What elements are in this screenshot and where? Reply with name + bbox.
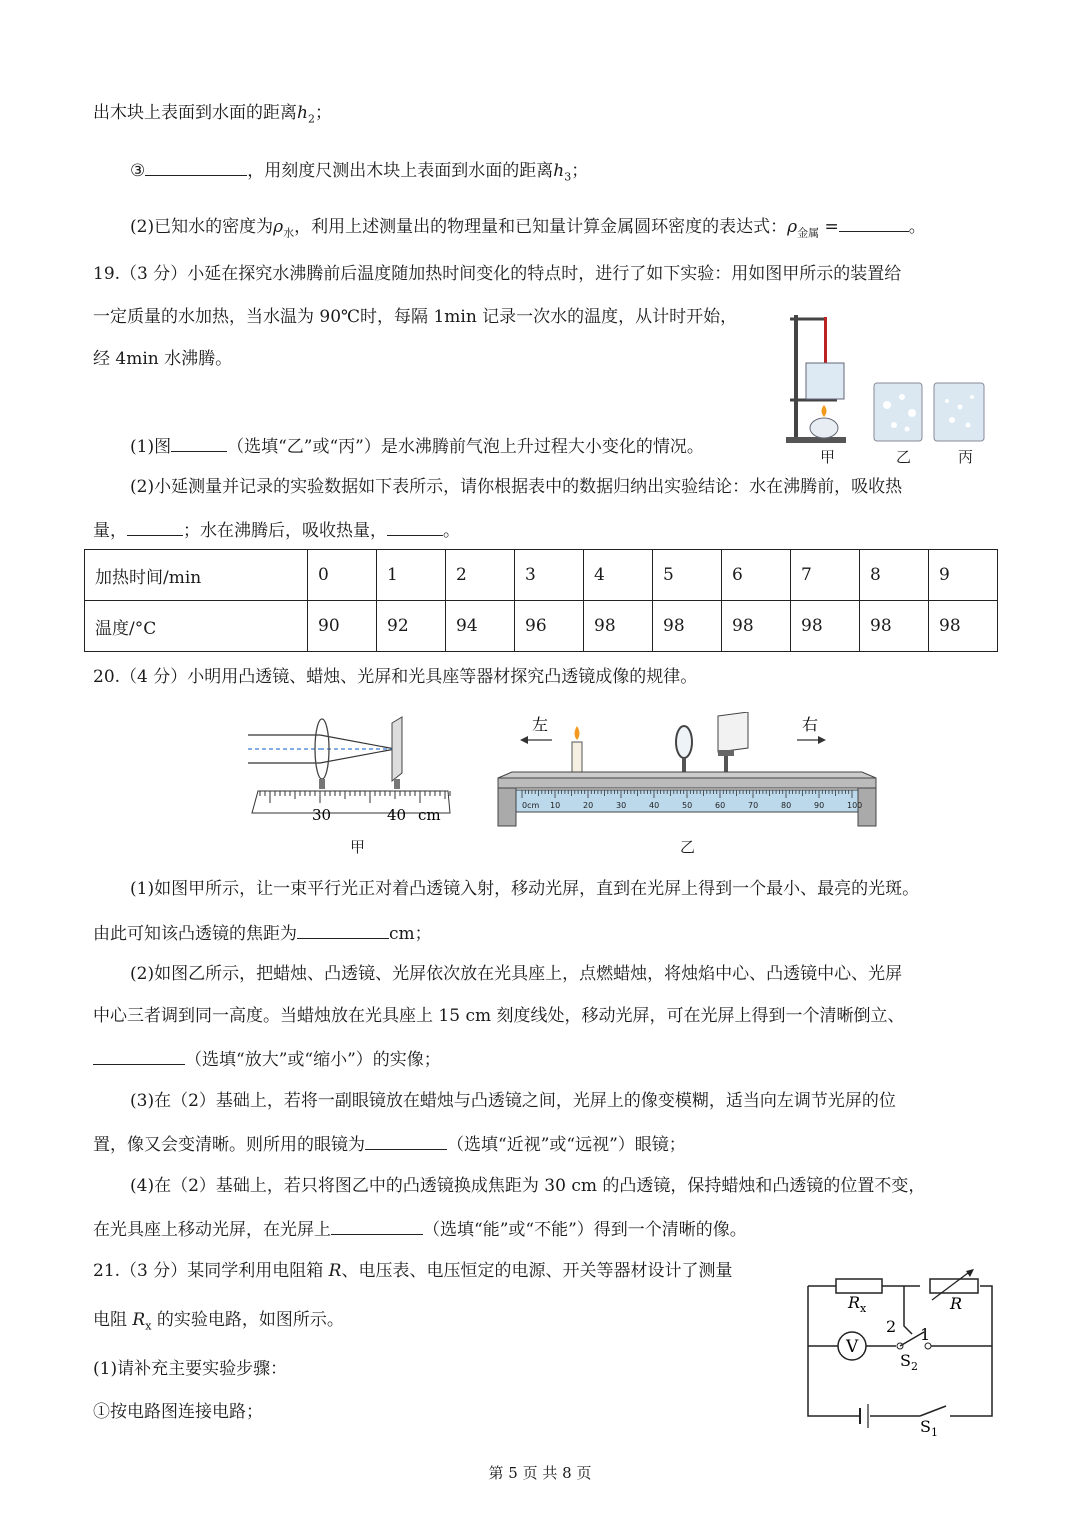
tick-label: 50 [682, 801, 693, 810]
text: 。 [908, 217, 926, 237]
table-cell: 0 [308, 550, 377, 601]
text: 电阻 [93, 1310, 133, 1330]
table-cell: 1 [377, 550, 446, 601]
text: ； [571, 161, 589, 181]
q20-part-1-line-2 [93, 920, 432, 946]
text: = [819, 217, 839, 237]
tick-unit: cm [418, 806, 441, 824]
q19-line-3: 经 4min 水沸腾。 [93, 349, 233, 369]
text: 。 [443, 521, 460, 541]
answer-blank[interactable] [171, 433, 227, 452]
text: ，用刻度尺测出木块上表面到水面的距离 [247, 161, 554, 181]
beaker-bing [934, 383, 984, 441]
table-cell: 90 [308, 601, 377, 652]
light-screen [718, 712, 748, 752]
left-arrow-icon [520, 736, 528, 744]
rx-label: $R_x$ [848, 1293, 867, 1315]
q19-part-1 [130, 433, 704, 459]
r-label: R [950, 1294, 963, 1313]
tick-label: 0cm [522, 801, 540, 810]
rho: ρ [273, 217, 284, 237]
table-header-temp: 温度/°C [85, 601, 308, 652]
table-row [85, 550, 998, 601]
light-screen [392, 717, 402, 781]
table-cell: 5 [653, 550, 722, 601]
text: （选填“乙”或“丙”）是水沸腾前气泡上升过程大小变化的情况。 [227, 437, 704, 457]
tick-label: 30 [312, 806, 332, 824]
voltmeter-label: V [846, 1337, 859, 1357]
table-cell: 98 [791, 601, 860, 652]
tick-label: 40 [387, 806, 407, 824]
lens-focus-figure [240, 715, 460, 830]
refracted-ray [320, 749, 395, 763]
q20-part-4-line-1: (4)在（2）基础上，若只将图乙中的凸透镜换成焦距为 30 cm 的凸透镜，保持蜡烛和凸透镜的位置不变， [130, 1176, 926, 1196]
answer-blank[interactable] [331, 1216, 423, 1235]
q19-line-1: 19.（3 分）小延在探究水沸腾前后温度随加热时间变化的特点时，进行了如下实验：用如图甲所示的装置给 [93, 264, 902, 284]
density-expression-line [130, 213, 926, 245]
stand-base [786, 437, 846, 443]
direction-right-label: 右 [802, 715, 819, 734]
candle-flame-icon [575, 726, 580, 740]
table-cell: 8 [860, 550, 929, 601]
var-h: h [553, 161, 565, 181]
stand-rod [794, 315, 798, 440]
text: ，利用上述测量出的物理量和已知量计算金属圆环密度的表达式： [294, 217, 788, 237]
table-cell: 6 [722, 550, 791, 601]
wire [904, 1286, 912, 1334]
table-cell: 2 [446, 550, 515, 601]
q21-line-2 [93, 1308, 344, 1338]
table-header-time: 加热时间/min [85, 550, 308, 601]
var-R: R [328, 1261, 342, 1281]
q19-line-2: 一定质量的水加热，当水温为 90℃时，每隔 1min 记录一次水的温度，从计时开始， [93, 307, 738, 327]
text: （选填“近视”或“远视”）眼镜； [447, 1135, 686, 1155]
fig-label-bing: 丙 [958, 448, 974, 466]
answer-blank[interactable] [127, 517, 183, 536]
beaker [806, 363, 844, 399]
circuit-diagram [800, 1268, 1000, 1438]
table-row [85, 601, 998, 652]
q21-line-3: (1)请补充主要实验步骤： [93, 1359, 288, 1379]
tick-label: 60 [715, 801, 726, 810]
answer-blank[interactable] [93, 1046, 185, 1065]
bench-top [498, 772, 876, 778]
text: （选填“能”或“不能”）得到一个清晰的像。 [423, 1220, 747, 1240]
text: （选填“放大”或“缩小”）的实像； [185, 1050, 441, 1070]
text: 在光具座上移动光屏，在光屏上 [93, 1220, 331, 1240]
table-cell: 94 [446, 601, 515, 652]
convex-lens [676, 726, 692, 758]
q21-line-1 [93, 1259, 732, 1283]
answer-blank[interactable] [387, 517, 443, 536]
beaker-yi [874, 383, 922, 441]
fig-label-jia: 甲 [350, 838, 366, 856]
text: 的实验电路，如图所示。 [151, 1310, 344, 1330]
tick-label: 70 [748, 801, 759, 810]
s1-label: $S_1$ [920, 1417, 938, 1438]
q20-part-2-line-3 [93, 1046, 441, 1072]
table-cell: 98 [929, 601, 998, 652]
line-continuation [93, 101, 332, 131]
text: 、电压表、电压恒定的电源、开关等器材设计了测量 [341, 1261, 733, 1281]
sub: x [145, 1319, 152, 1333]
var-h: h [297, 103, 308, 123]
tick-label: 40 [649, 801, 660, 810]
var-R: R [132, 1310, 146, 1330]
screen-stand [718, 750, 734, 756]
fig-label-yi: 乙 [680, 838, 696, 856]
table-cell: 7 [791, 550, 860, 601]
screen-holder [394, 779, 400, 789]
table-cell: 96 [515, 601, 584, 652]
temperature-data-table [84, 549, 998, 652]
step-number: ③ [130, 161, 146, 181]
q20-part-3-line-1: (3)在（2）基础上，若将一副眼镜放在蜡烛与凸透镜之间，光屏上的像变模糊，适当向左调节光屏的位 [130, 1091, 896, 1111]
q20-part-3-line-2 [93, 1131, 686, 1157]
fig-label-jia: 甲 [820, 448, 836, 466]
sub: 水 [283, 226, 295, 240]
fig-label-yi: 乙 [896, 448, 912, 466]
sub: 3 [564, 170, 572, 184]
text: ； [314, 103, 332, 123]
flame-icon [822, 405, 827, 417]
resistor-rx [836, 1279, 882, 1293]
q19-part-2-line-1: (2)小延测量并记录的实验数据如下表所示，请你根据表中的数据归纳出实验结论：水在沸腾前，吸收热 [130, 477, 903, 497]
table-cell: 98 [584, 601, 653, 652]
table-cell: 98 [722, 601, 791, 652]
tick-label: 100 [847, 801, 863, 810]
text: 出木块上表面到水面的距离 [93, 103, 297, 123]
tick-label: 10 [550, 801, 561, 810]
q20-title: 20.（4 分）小明用凸透镜、蜡烛、光屏和光具座等器材探究凸透镜成像的规律。 [93, 667, 698, 687]
refracted-ray [320, 735, 395, 749]
tick-label: 90 [814, 801, 825, 810]
text: cm； [389, 924, 432, 944]
text: 量， [93, 521, 127, 541]
text: 21.（3 分）某同学利用电阻箱 [93, 1261, 329, 1281]
switch-s1 [920, 1406, 946, 1416]
right-arrow-icon [818, 736, 826, 744]
q19-part-2-line-2 [93, 517, 460, 543]
page-footer: 第 5 页 共 8 页 [488, 1464, 592, 1482]
answer-blank[interactable] [365, 1131, 447, 1150]
tick-label: 30 [616, 801, 627, 810]
answer-blank[interactable] [839, 213, 909, 232]
tick-label: 80 [781, 801, 792, 810]
step-3-line [130, 157, 588, 189]
q20-part-2-line-1: (2)如图乙所示，把蜡烛、凸透镜、光屏依次放在光具座上，点燃蜡烛，将烛焰中心、凸透镜中心、光屏 [130, 964, 903, 984]
bench-top [498, 778, 876, 788]
table-cell: 9 [929, 550, 998, 601]
table-cell: 98 [653, 601, 722, 652]
text: (2)已知水的密度为 [130, 217, 274, 237]
answer-blank[interactable] [145, 157, 247, 176]
sub: 金属 [797, 226, 820, 240]
answer-blank[interactable] [297, 920, 389, 939]
q20-part-2-line-2: 中心三者调到同一高度。当蜡烛放在光具座上 15 cm 刻度线处，移动光屏，可在光屏上得到一个清晰倒立、 [93, 1006, 905, 1026]
bench-leg [498, 788, 516, 826]
tick-label: 20 [583, 801, 594, 810]
s2-label: $S_2$ [900, 1351, 918, 1373]
alcohol-lamp [810, 418, 838, 438]
switch-pos-2: 2 [886, 1317, 897, 1336]
table-cell: 98 [860, 601, 929, 652]
text: (1)图 [130, 437, 172, 457]
sub: 2 [307, 112, 315, 126]
text: 置，像又会变清晰。则所用的眼镜为 [93, 1135, 365, 1155]
table-cell: 4 [584, 550, 653, 601]
resistance-box-r [930, 1279, 978, 1293]
q20-part-1-line-1: (1)如图甲所示，让一束平行光正对着凸透镜入射，移动光屏，直到在光屏上得到一个最小、最亮的光斑。 [130, 879, 920, 899]
table-cell: 92 [377, 601, 446, 652]
text: 由此可知该凸透镜的焦距为 [93, 924, 297, 944]
q21-line-4: ①按电路图连接电路； [93, 1402, 263, 1422]
text: ；水在沸腾后，吸收热量， [183, 521, 387, 541]
lens-holder [319, 779, 325, 789]
optical-bench-figure [492, 712, 882, 832]
boiling-apparatus-figure [782, 305, 1002, 465]
switch-pos-1: 1 [920, 1325, 931, 1344]
direction-left-label: 左 [532, 715, 549, 734]
q20-part-4-line-2 [93, 1216, 747, 1242]
table-cell: 3 [515, 550, 584, 601]
rho: ρ [787, 217, 798, 237]
